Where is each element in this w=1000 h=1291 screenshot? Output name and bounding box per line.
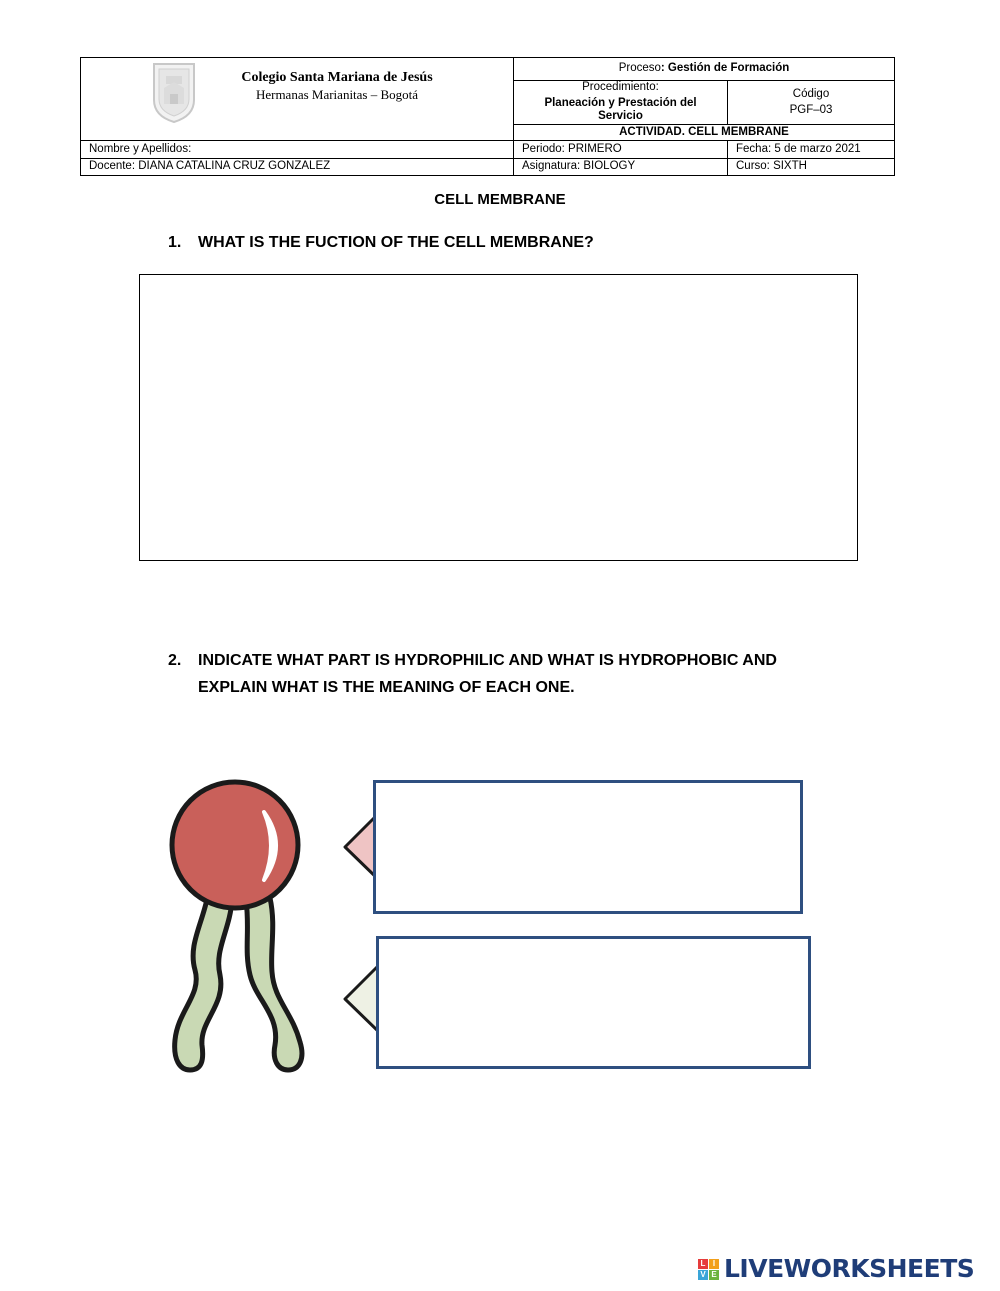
procedimiento-value: Planeación y Prestación del Servicio: [544, 97, 697, 123]
periodo-field: Periodo: PRIMERO: [514, 140, 728, 158]
question-number: 2.: [168, 652, 182, 669]
nombre-field: Nombre y Apellidos:: [81, 140, 514, 158]
mark-letter: I: [709, 1259, 719, 1269]
liveworksheets-logo: [698, 1256, 994, 1284]
mark-letter: L: [698, 1259, 708, 1269]
hydrophobic-answer-box[interactable]: [376, 936, 811, 1069]
question-text: INDICATE WHAT PART IS HYDROPHILIC AND WHAT IS HYDROPHOBIC AND EXPLAIN WHAT IS THE MEANING OF EACH ONE.: [198, 652, 777, 696]
codigo-cell: [728, 81, 895, 125]
school-name: Colegio Santa Mariana de Jesús: [241, 70, 433, 85]
proceso-value: : Gestión de Formación: [660, 62, 790, 75]
school-subtitle: Hermanas Marianitas – Bogotá: [255, 87, 419, 102]
actividad-cell: ACTIVIDAD. CELL MEMBRANE: [514, 124, 895, 140]
proceso-label: Proceso: [618, 62, 661, 75]
mark-letter: E: [709, 1270, 719, 1280]
school-crest-icon: [150, 60, 198, 124]
proceso-cell: [514, 58, 895, 81]
curso-field: Curso: SIXTH: [728, 158, 895, 175]
codigo-value: PGF–03: [789, 103, 833, 116]
hydrophilic-head: [172, 782, 298, 908]
header-table: [80, 57, 894, 173]
question-text: WHAT IS THE FUCTION OF THE CELL MEMBRANE?: [198, 234, 594, 251]
asignatura-field: Asignatura: BIOLOGY: [514, 158, 728, 175]
mark-letter: V: [698, 1270, 708, 1280]
docente-field: Docente: DIANA CATALINA CRUZ GONZALEZ: [81, 158, 514, 175]
school-cell: [81, 58, 514, 141]
procedimiento-cell: [514, 81, 728, 125]
answer-box-1[interactable]: [139, 274, 858, 561]
procedimiento-label: Procedimiento:: [582, 81, 659, 93]
hydrophilic-answer-box[interactable]: [373, 780, 803, 914]
hydrophobic-tails: [175, 895, 302, 1070]
codigo-label: Código: [792, 87, 830, 100]
phospholipid-diagram: [150, 760, 830, 1090]
fecha-field: Fecha: 5 de marzo 2021: [728, 140, 895, 158]
liveworksheets-mark-icon: [698, 1259, 720, 1281]
page-title: CELL MEMBRANE: [434, 191, 566, 208]
liveworksheets-wordmark: LIVEWORKSHEETS: [724, 1254, 975, 1283]
question-number: 1.: [168, 234, 182, 251]
